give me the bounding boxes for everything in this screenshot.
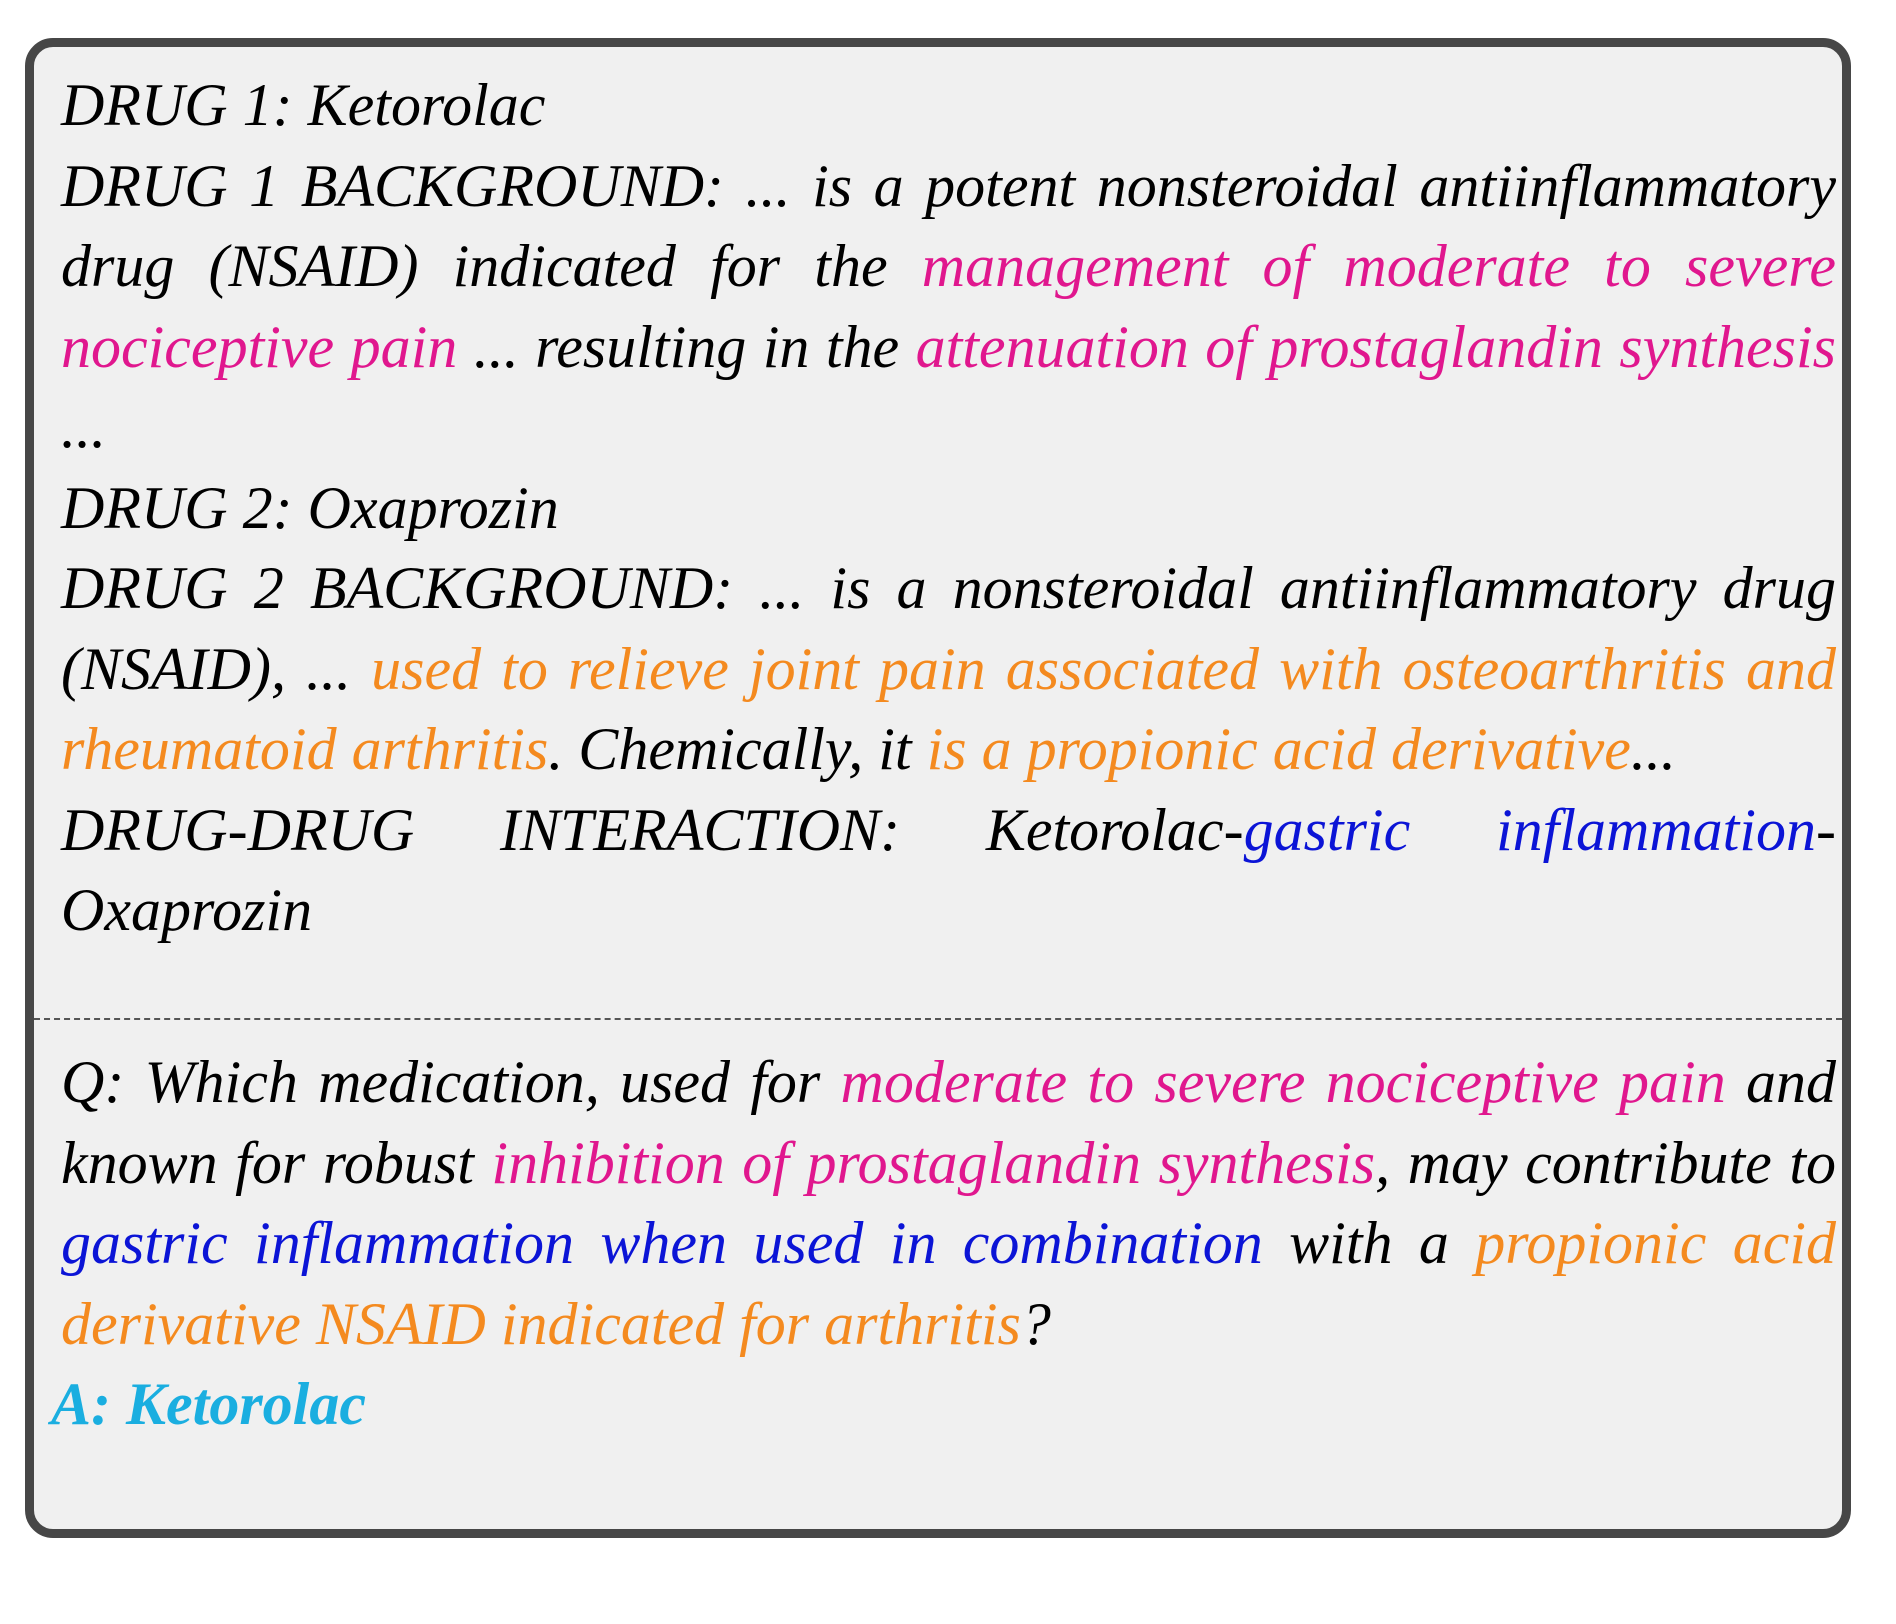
qa-section <box>51 1042 1836 1445</box>
question-part-2: and known for robust <box>61 1049 1836 1196</box>
question-highlight-prostaglandin: inhibition of prostaglandin synthesis <box>491 1129 1376 1196</box>
drug2-background-mid: . Chemically, it <box>548 716 927 782</box>
drug2-highlight-class: is a propionic acid derivative <box>926 716 1631 782</box>
drug1-background-tail: ... <box>61 394 106 460</box>
interaction-line <box>61 790 1836 951</box>
drug2-background-lead: DRUG 2 BACKGROUND: ... is a nonsteroidal antiinflammatory drug (NSAID), ... <box>61 555 1836 702</box>
drug1-background-mid: ... resulting in the <box>457 313 916 380</box>
drug1-background <box>61 146 1836 468</box>
question-part-4: with a <box>1262 1210 1476 1276</box>
question-part-3: , may contribute to <box>1375 1129 1836 1196</box>
drug1-background-lead: DRUG 1 BACKGROUND: ... is a potent nonsteroidal antiinflammatory drug (NSAID) indicated for the <box>61 152 1836 299</box>
question-part-5: ? <box>1020 1290 1051 1357</box>
question-highlight-pain: moderate to severe nociceptive pain <box>840 1049 1726 1115</box>
drug1-heading: DRUG 1: Ketorolac <box>61 72 546 138</box>
question-part-1: Q: Which medication, used for <box>61 1049 841 1115</box>
drug2-background <box>61 548 1836 790</box>
interaction-tail: -Oxaprozin <box>61 796 1836 943</box>
question-highlight-nsaid: propionic acid derivative NSAID indicated for arthritis <box>61 1210 1836 1357</box>
dashed-divider <box>34 1018 1842 1020</box>
drug2-heading: DRUG 2: Oxaprozin <box>61 474 559 541</box>
example-card <box>25 38 1851 1538</box>
answer-text: A: Ketorolac <box>51 1371 366 1437</box>
drug1-highlight-indication: management of moderate to severe nociceptive pain <box>61 233 1836 380</box>
context-section <box>61 65 1836 951</box>
drug1-highlight-mechanism: attenuation of prostaglandin synthesis <box>915 313 1836 380</box>
drug2-background-tail: ... <box>1630 716 1676 782</box>
question-highlight-interaction: gastric inflammation when used in combination <box>61 1210 1263 1276</box>
drug2-highlight-indication: used to relieve joint pain associated with osteoarthritis and rheumatoid arthritis <box>61 635 1836 782</box>
interaction-lead: DRUG-DRUG INTERACTION: Ketorolac- <box>61 796 1244 863</box>
interaction-highlight: gastric inflammation <box>1243 796 1817 863</box>
question-text <box>61 1042 1836 1364</box>
